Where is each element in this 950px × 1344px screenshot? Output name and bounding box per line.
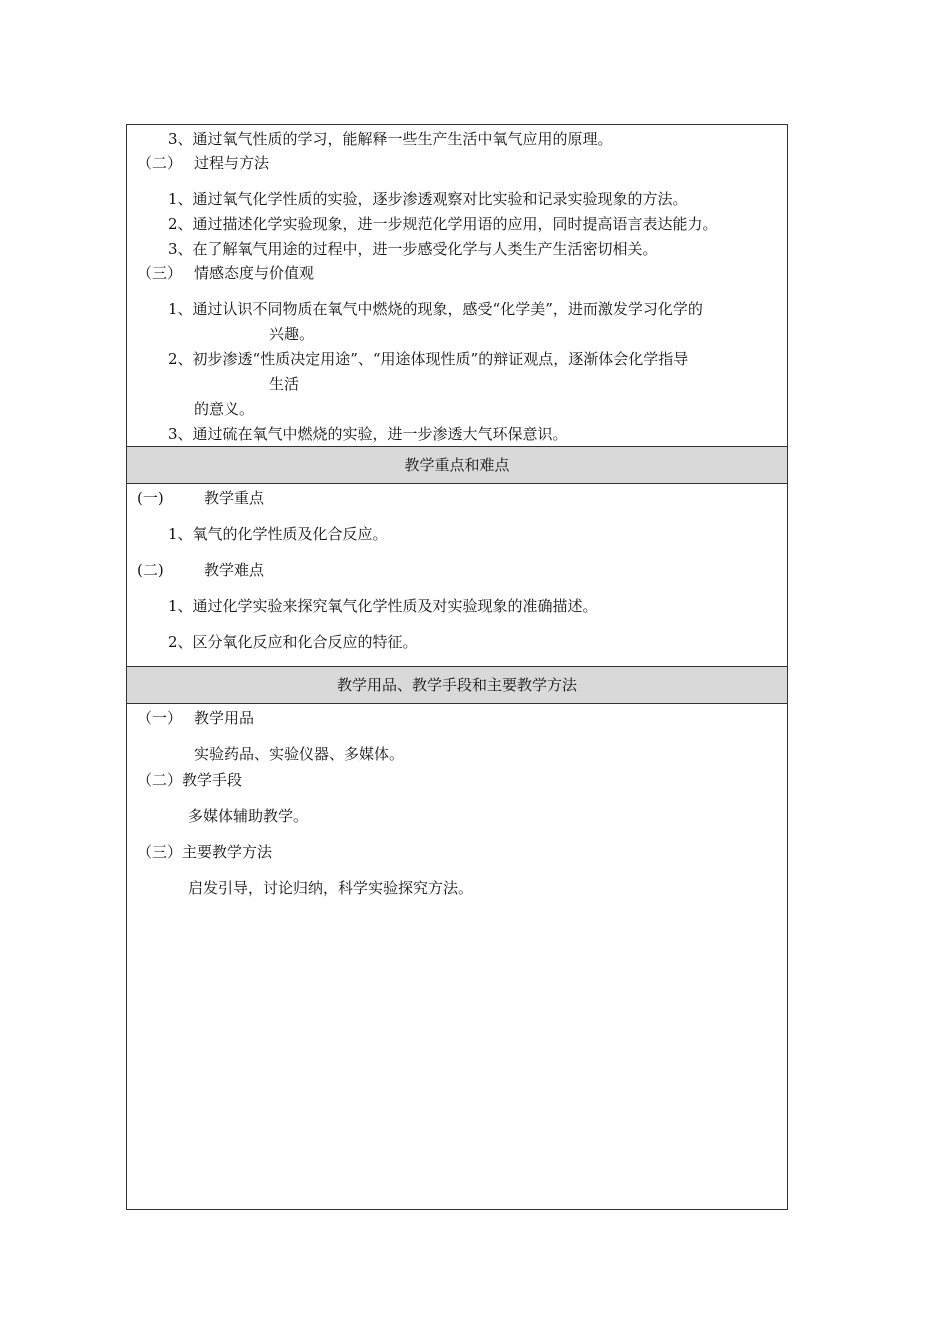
sub3-item-1-line-a: 1、通过认识不同物质在氧气中燃烧的现象，感受“化学美”，进而激发学习化学的 (168, 300, 703, 318)
sub2-item-2: 2、通过描述化学实验现象，进一步规范化学用语的应用，同时提高语言表达能力。 (168, 215, 718, 233)
sub2-title: 过程与方法 (194, 154, 270, 172)
difficulty-title: 教学难点 (204, 561, 265, 579)
method-title: （三）主要教学方法 (137, 843, 273, 861)
tools-title: 教学用品 (194, 709, 255, 727)
sub3-item-2-line-b: 生活 (269, 375, 300, 393)
key-points-item-1: 1、氧气的化学性质及化合反应。 (168, 525, 388, 543)
key-points-title: 教学重点 (204, 489, 265, 507)
section-header-key-points: 教学重点和难点 (127, 446, 787, 484)
sub2-item-1: 1、通过氧气化学性质的实验，逐步渗透观察对比实验和记录实验现象的方法。 (168, 190, 688, 208)
tools-number: （一） (137, 709, 183, 727)
means-item: 多媒体辅助教学。 (188, 807, 309, 825)
sub3-title: 情感态度与价值观 (194, 264, 315, 282)
difficulty-item-1: 1、通过化学实验来探究氧气化学性质及对实验现象的准确描述。 (168, 597, 598, 615)
sub2-item-3: 3、在了解氧气用途的过程中，进一步感受化学与人类生产生活密切相关。 (168, 240, 658, 258)
method-item: 启发引导，讨论归纳，科学实验探究方法。 (188, 879, 474, 897)
objective-line-3: 3、通过氧气性质的学习，能解释一些生产生活中氧气应用的原理。 (168, 130, 613, 148)
section-header-teaching-methods: 教学用品、教学手段和主要教学方法 (127, 666, 787, 704)
sub3-item-1-line-b: 兴趣。 (269, 325, 315, 343)
key-points-number: (一) (137, 489, 164, 507)
tools-item: 实验药品、实验仪器、多媒体。 (194, 745, 405, 763)
sub3-item-2-line-a: 2、初步渗透“性质决定用途”、“用途体现性质”的辩证观点，逐渐体会化学指导 (168, 350, 689, 368)
means-title: （二）教学手段 (137, 771, 243, 789)
sub3-number: （三） (137, 264, 183, 282)
sub3-item-2-line-c: 的意义。 (194, 400, 255, 418)
difficulty-number: (二) (137, 561, 164, 579)
lesson-plan-table (126, 124, 788, 1210)
sub2-number: （二） (137, 154, 183, 172)
difficulty-item-2: 2、区分氧化反应和化合反应的特征。 (168, 633, 418, 651)
sub3-item-3: 3、通过硫在氧气中燃烧的实验，进一步渗透大气环保意识。 (168, 425, 568, 443)
